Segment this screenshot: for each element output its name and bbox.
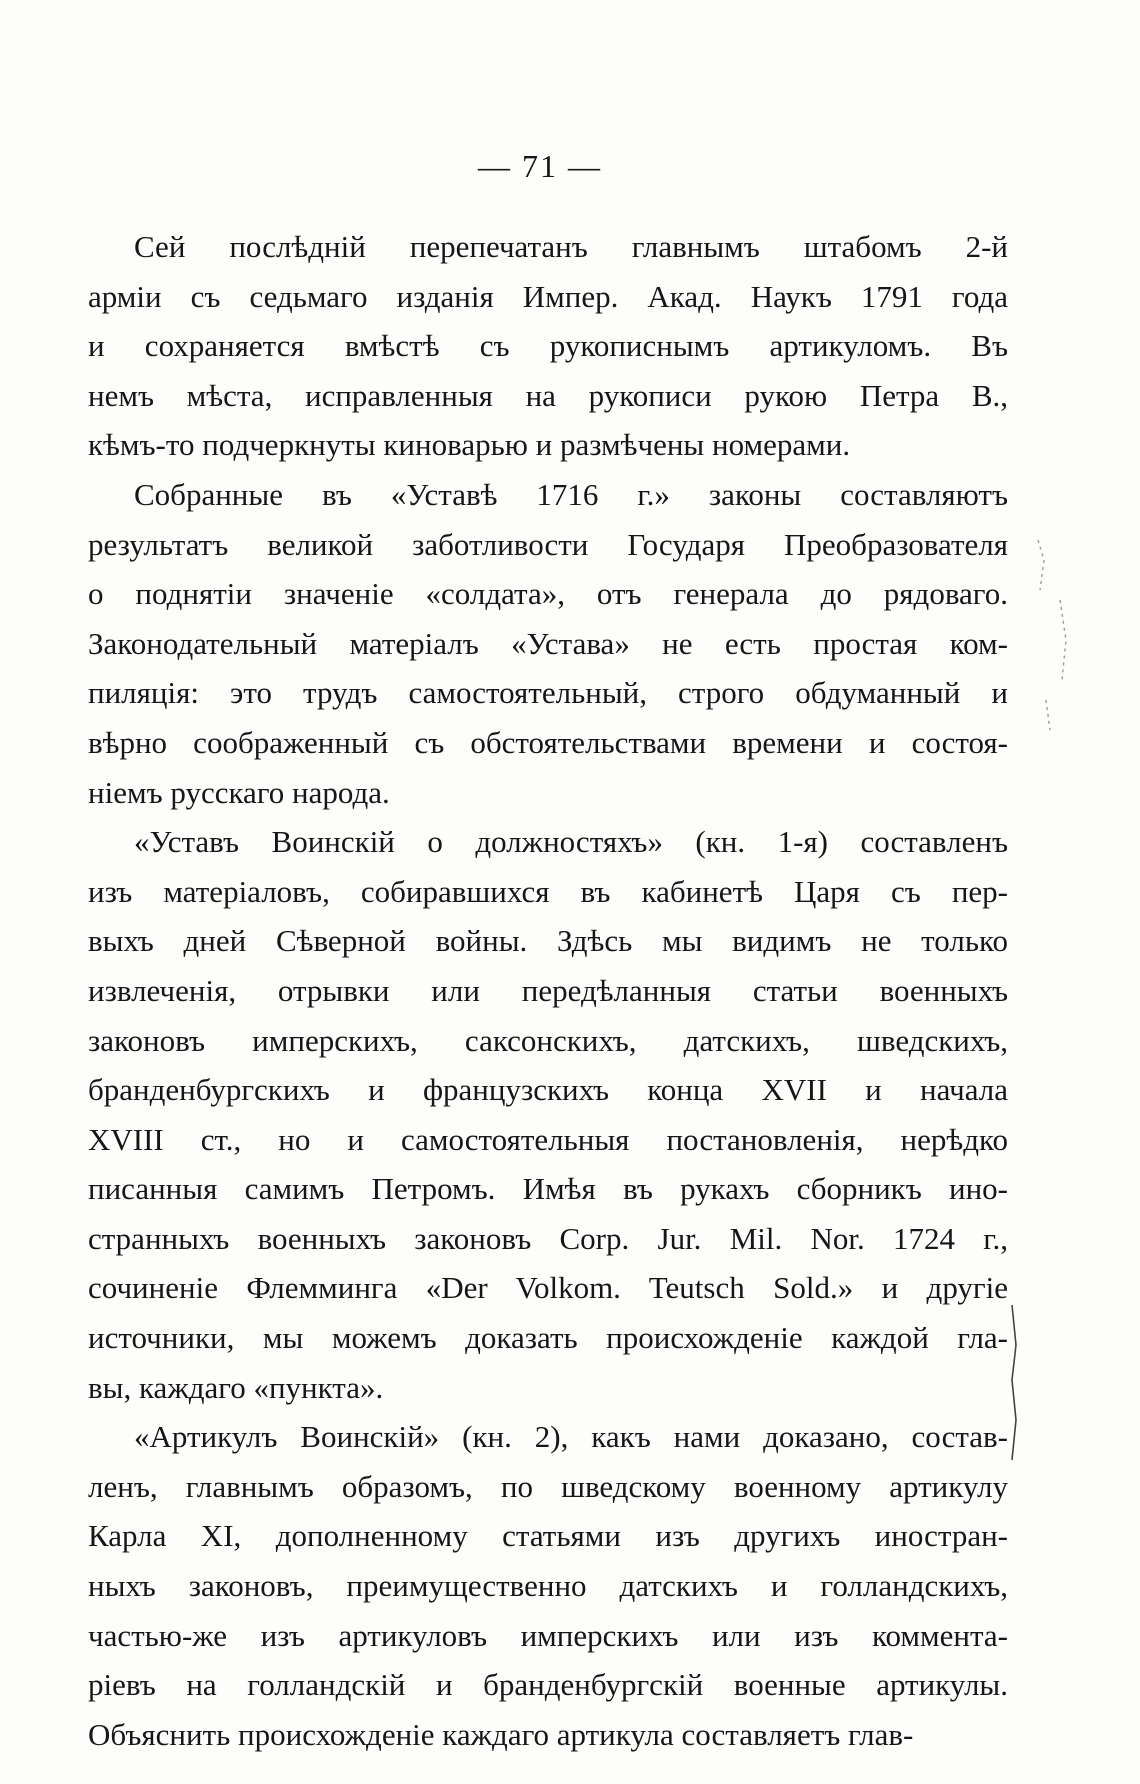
text-line: пиляція: это трудъ самостоятельный, строго обдуманный и bbox=[88, 675, 1008, 711]
text-line: ріевъ на голландскій и бранденбургскій военные артикулы. bbox=[88, 1667, 1008, 1703]
text-line: о поднятіи значеніе «солдата», отъ генерала до рядоваго. bbox=[88, 576, 1008, 612]
text-line: ніемъ русскаго народа. bbox=[88, 774, 390, 810]
paragraph-1 bbox=[88, 222, 1008, 470]
text-line: извлеченія, отрывки или передѣланныя статьи военныхъ bbox=[88, 972, 1008, 1008]
text-line: вѣрно соображенный съ обстоятельствами времени и состоя- bbox=[88, 724, 1008, 760]
text-line: ленъ, главнымъ образомъ, по шведскому военному артикулу bbox=[88, 1468, 1008, 1504]
text-line: сочиненіе Флемминга «Der Volkom. Teutsch Sold.» и другіе bbox=[88, 1270, 1008, 1306]
pencil-mark bbox=[1012, 1305, 1016, 1460]
pencil-mark bbox=[1038, 540, 1044, 590]
text-line: Карла XI, дополненному статьями изъ другихъ иностран- bbox=[88, 1518, 1008, 1554]
text-line: Сей послѣдній перепечатанъ главнымъ штабомъ 2-й bbox=[134, 229, 1008, 264]
text-line: немъ мѣста, исправленныя на рукописи рукою Петра В., bbox=[88, 377, 1008, 413]
text-line: странныхъ военныхъ законовъ Corp. Jur. Mil. Nor. 1724 г., bbox=[88, 1220, 1008, 1256]
body-text bbox=[88, 222, 1008, 1759]
page-number: — 71 — bbox=[478, 148, 602, 184]
text-line: писанныя самимъ Петромъ. Имѣя въ рукахъ сборникъ ино- bbox=[88, 1171, 1008, 1207]
text-line: частью-же изъ артикуловъ имперскихъ или изъ коммента- bbox=[88, 1617, 1008, 1653]
pencil-mark bbox=[1060, 600, 1066, 680]
paragraph-3 bbox=[88, 817, 1008, 1412]
text-line: Объяснить происхожденіе каждаго артикула составляетъ глав- bbox=[88, 1716, 914, 1752]
text-line: выхъ дней Сѣверной войны. Здѣсь мы видимъ не только bbox=[88, 923, 1008, 959]
paragraph-2 bbox=[88, 470, 1008, 817]
text-line: ныхъ законовъ, преимущественно датскихъ и голландскихъ, bbox=[88, 1568, 1008, 1604]
text-line: кѣмъ-то подчеркнуты киноварью и размѣчены номерами. bbox=[88, 427, 851, 463]
text-line: бранденбургскихъ и французскихъ конца XVII и начала bbox=[88, 1072, 1008, 1108]
text-line: и сохраняется вмѣстѣ съ рукописнымъ артикуломъ. Въ bbox=[88, 328, 1008, 364]
text-line: Собранные въ «Уставѣ 1716 г.» законы составляютъ bbox=[134, 476, 1008, 512]
text-line: результатъ великой заботливости Государя Преобразователя bbox=[88, 526, 1008, 562]
text-line: «Артикулъ Воинскій» (кн. 2), какъ нами доказано, состав- bbox=[134, 1419, 1008, 1455]
pencil-mark bbox=[1046, 700, 1050, 730]
text-line: «Уставъ Воинскій о должностяхъ» (кн. 1-я) составленъ bbox=[134, 824, 1008, 860]
text-line: XVIII ст., но и самостоятельныя постановленія, нерѣдко bbox=[88, 1121, 1008, 1157]
text-line: арміи съ седьмаго изданія Импер. Акад. Наукъ 1791 года bbox=[88, 278, 1008, 314]
text-line: вы, каждаго «пункта». bbox=[88, 1369, 384, 1405]
text-line: законовъ имперскихъ, саксонскихъ, датскихъ, шведскихъ, bbox=[88, 1022, 1008, 1058]
text-line: изъ матеріаловъ, собиравшихся въ кабинетѣ Царя съ пер- bbox=[88, 873, 1008, 909]
text-line: источники, мы можемъ доказать происхожденіе каждой гла- bbox=[88, 1320, 1008, 1356]
paragraph-4 bbox=[88, 1412, 1008, 1759]
text-line: Законодательный матеріалъ «Устава» не есть простая ком- bbox=[88, 625, 1008, 661]
